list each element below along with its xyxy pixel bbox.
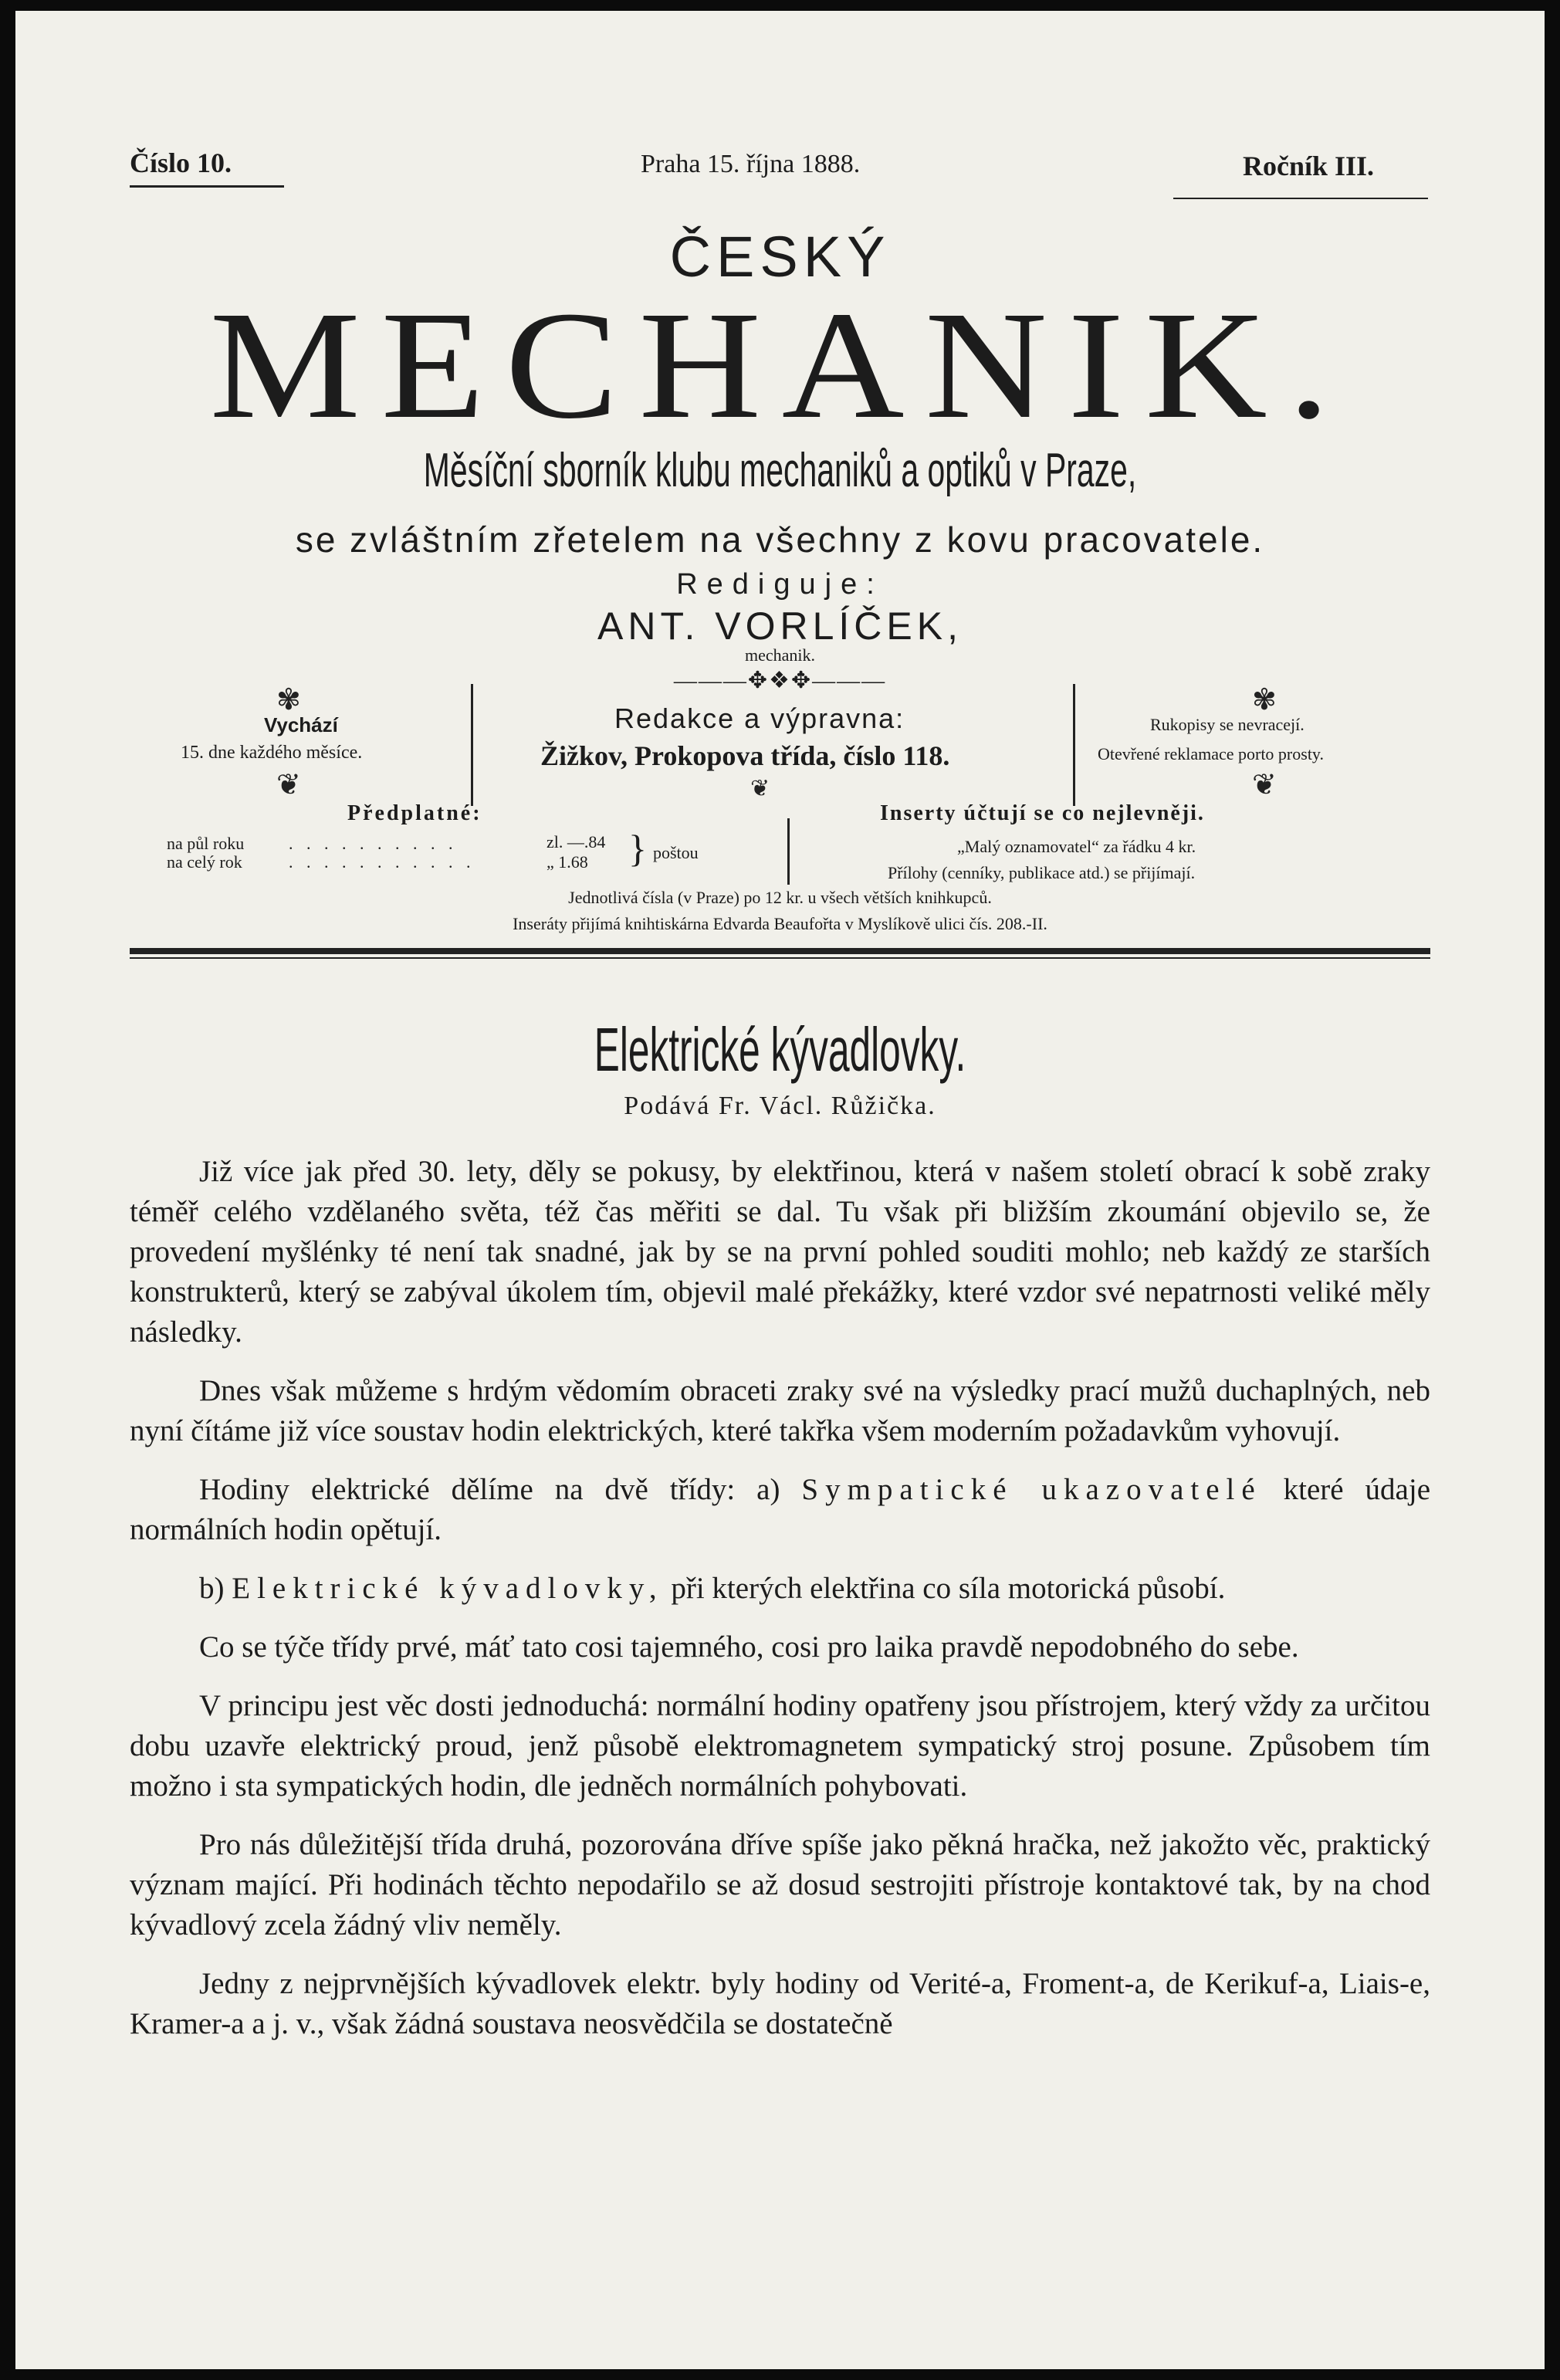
paragraph-8: Jedny z nejprvnějších kývadlovek elektr. byly hodiny od Verité-a, Froment-a, de Kerikuf-a, Liais-e, Kramer-a a j. v., však žádná soustava neosvědčila se dostatečně — [130, 1967, 1430, 2040]
header-rule-left — [130, 185, 284, 188]
masthead-kicker: ČESKÝ — [669, 225, 891, 289]
newspaper-page — [15, 11, 1545, 2369]
subscription-title: Předplatné: — [347, 801, 482, 825]
ads-title: Inserty účtují se co nejlevněji. — [880, 801, 1205, 825]
published-schedule: 15. dne každého měsíce. — [181, 743, 363, 763]
paragraph-6: V principu jest věc dosti jednoduchá: normální hodiny opatřeny jsou přístrojem, který vždy za určitou dobu uzavře elektrický proud, jenž působě elektromagnetem sympatický stroj posune. Způsobem tím možno i sta sympatických hodin, dle jedněch normálních pohybovati. — [130, 1689, 1430, 1803]
paragraph-1: Již více jak před 30. lety, děly se pokusy, by elektřinou, která v našem století obrací k sobě zraky téměř celého vzdělaného světa, též čas měřiti se dal. Tu však při bližším zkoumání objevilo se, že provedení myšlénky té není tak snadné, jak by se na první pohled souditi mohlo; neb každý ze starších konstrukterů, který se zabýval úkolem tím, objevil malé překážky, které vzdor své nepatrnosti veliké měly následky. — [130, 1155, 1430, 1349]
subscription-half-year-label: na půl roku — [167, 834, 245, 853]
editor-label: Rediguje: — [676, 568, 884, 601]
header-rule-right — [1173, 198, 1428, 199]
subscription-divider — [787, 818, 790, 885]
left-ornament-bottom-icon: ❦ — [276, 769, 301, 801]
subscription-half-year-price: zl. —.84 — [547, 832, 606, 851]
subscription-full-year-label: na celý rok — [167, 852, 242, 872]
right-ornament-bottom-icon: ❦ — [1252, 769, 1277, 801]
article-title: Elektrické kývadlovky. — [594, 1015, 966, 1084]
center-ornament-icon: ———✥❖✥——— — [673, 668, 887, 693]
editor-name: ANT. VORLÍČEK, — [597, 604, 963, 648]
paragraph-4 — [130, 1569, 1430, 1609]
paragraph-3-lead: Hodiny elektrické dělíme na dvě třídy: a) — [199, 1473, 780, 1506]
issue-date: Praha 15. října 1888. — [641, 150, 861, 178]
paragraph-3 — [130, 1470, 1430, 1550]
left-ornament-top-icon: ✾ — [276, 684, 301, 716]
article-byline: Podává Fr. Václ. Růžička. — [624, 1092, 936, 1120]
paragraph-4-rest: při kterých elektřina co síla motorická působí. — [671, 1572, 1226, 1605]
editor-role: mechanik. — [744, 645, 816, 665]
inserts-office-note: Inseráty přijímá knihtiskárna Edvarda Beaufořta v Myslíkově ulici čís. 208.-II. — [513, 914, 1047, 933]
info-divider-right — [1073, 684, 1075, 806]
article-body — [130, 1152, 1430, 2044]
paragraph-4-spaced: Elektrické kývadlovky, — [232, 1572, 664, 1605]
masthead-separator — [130, 948, 1430, 954]
manuscripts-note: Rukopisy se nevracejí. — [1150, 715, 1305, 734]
editorial-office-label: Redakce a výpravna: — [614, 702, 905, 734]
paragraph-7: Pro nás důležitější třída druhá, pozorována dříve spíše jako pěkná hračka, než jakožto věc, praktický význam mající. Při hodinách těchto nepodařilo se až dosud sestrojiti přístroje kontaktové tak, by na chod kývadlový zcela žádný vliv neměly. — [130, 1828, 1430, 1942]
masthead-separator-thin — [130, 957, 1430, 959]
editorial-office-address: Žižkov, Prokopova třída, číslo 118. — [540, 740, 950, 771]
reclamations-note: Otevřené reklamace porto prosty. — [1098, 744, 1325, 763]
subscription-brace-icon: } — [628, 827, 647, 870]
masthead-subtitle: Měsíční sborník klubu mechaniků a optiků v Praze, — [423, 444, 1137, 497]
published-label: Vychází — [264, 713, 338, 736]
paragraph-4-lead: b) — [199, 1572, 225, 1605]
issue-number: Číslo 10. — [130, 147, 232, 178]
ads-supplements: Přílohy (cenníky, publikace atd.) se přijímají. — [888, 863, 1196, 882]
subscription-postal: poštou — [653, 843, 699, 862]
paragraph-5: Co se týče třídy prvé, máť tato cosi tajemného, cosi pro laika pravdě nepodobného do sebe. — [199, 1630, 1299, 1664]
info-divider-left — [471, 684, 473, 806]
center-small-ornament-icon: ❦ — [750, 776, 770, 801]
subscription-full-year-price: „ 1.68 — [547, 852, 588, 872]
ads-small-advertiser: „Malý oznamovatel“ za řádku 4 kr. — [957, 837, 1196, 856]
paragraph-3-spaced: Sympatické ukazovatelé — [801, 1473, 1262, 1506]
single-issues-note: Jednotlivá čísla (v Praze) po 12 kr. u všech větších knihkupců. — [568, 888, 992, 907]
paragraph-3-rest: které údaje normálních hodin opětují. — [130, 1473, 1430, 1546]
volume-number: Ročník III. — [1243, 151, 1375, 181]
masthead-title: MECHANIK. — [209, 280, 1351, 451]
paragraph-2: Dnes však můžeme s hrdým vědomím obraceti zraky své na výsledky prací mužů duchaplných, neb nyní čítáme již více soustav hodin elektrických, které takřka všem moderním požadavkům vyhovují. — [130, 1374, 1430, 1447]
masthead-tagline: se zvláštním zřetelem na všechny z kovu pracovatele. — [295, 520, 1265, 560]
subscription-half-year-dots: . . . . . . . . . . — [289, 834, 458, 853]
right-ornament-top-icon: ✾ — [1252, 684, 1277, 716]
subscription-full-year-dots: . . . . . . . . . . . — [289, 852, 475, 872]
